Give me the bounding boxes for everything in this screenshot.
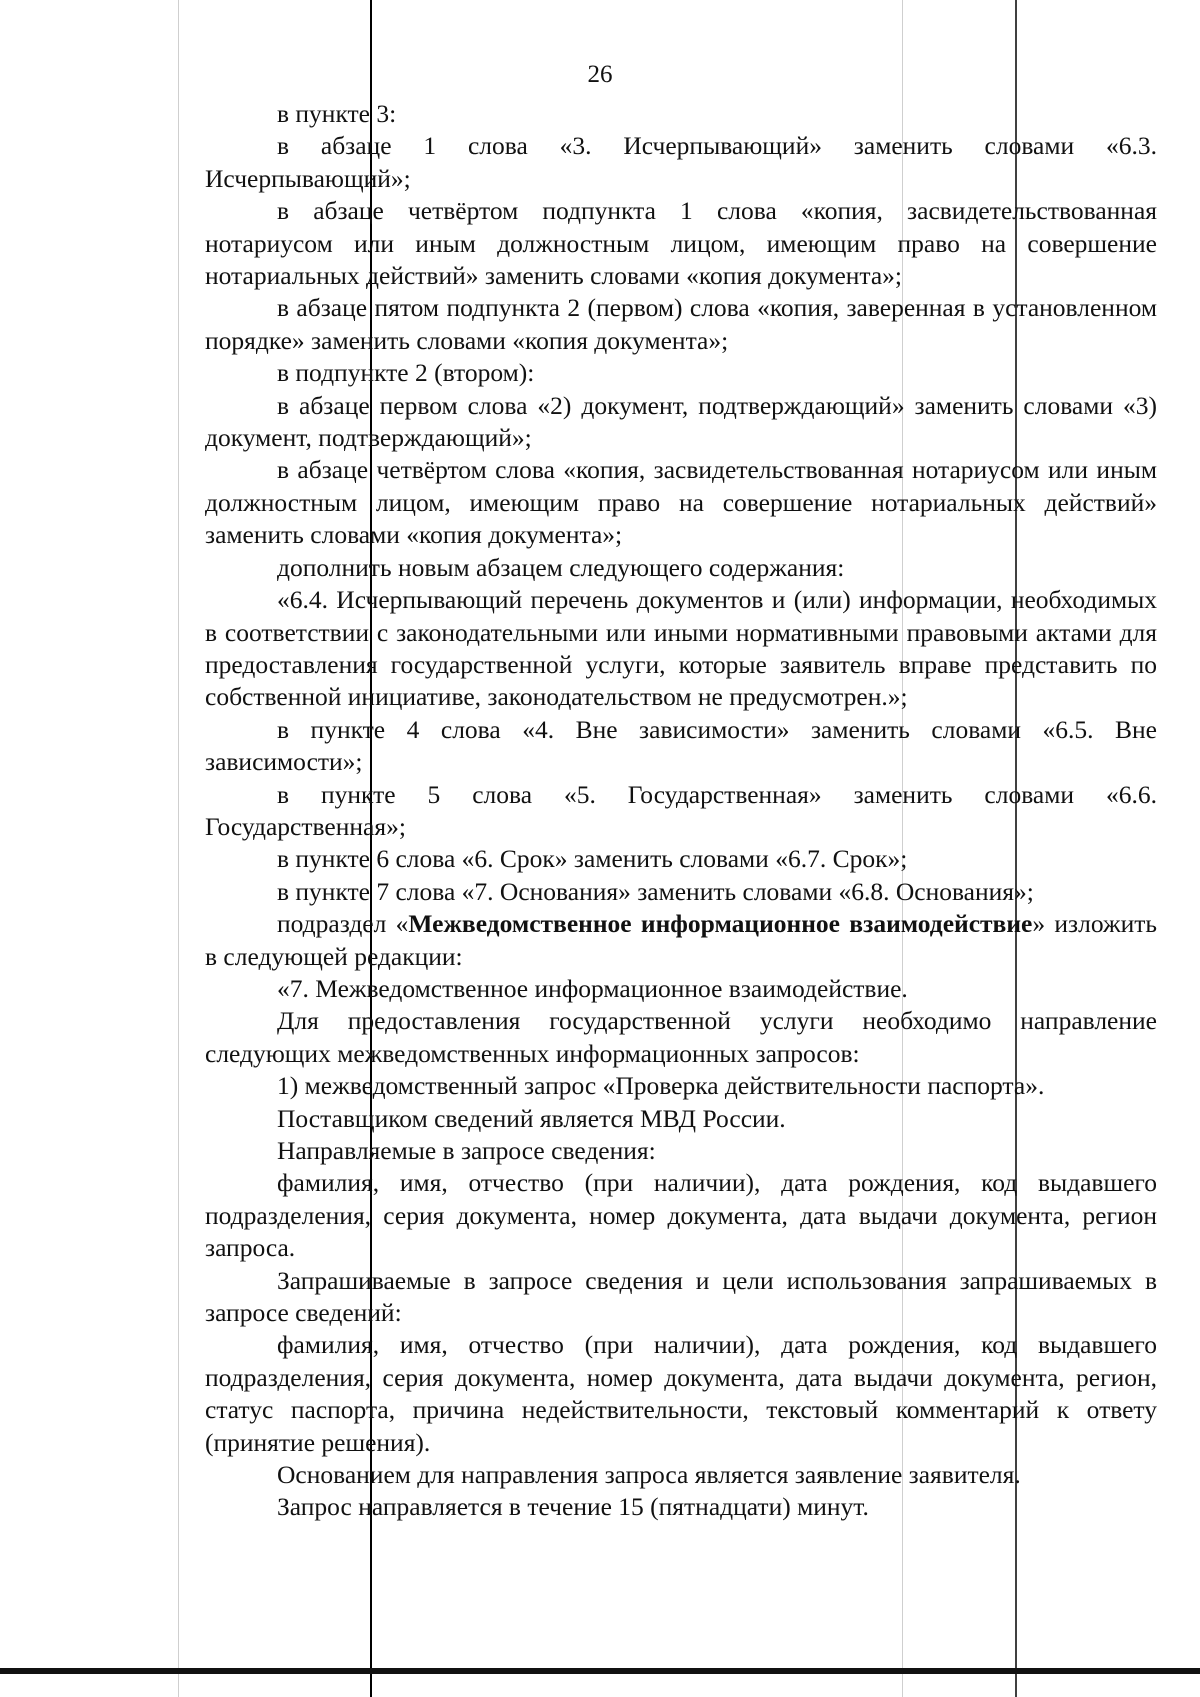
paragraph: «6.4. Исчерпывающий перечень документов и (или) информации, необходимых в соответствии с законодательными или иными нормативными правовыми актами для предоставления государственной услуги, которые заявитель вправе представить по собственной инициативе, законодательством не предусмотрен.»; <box>205 585 1157 712</box>
paragraph: Поставщиком сведений является МВД России. <box>277 1103 786 1133</box>
paragraph: в абзаце 1 слова «3. Исчерпывающий» заменить словами «6.3. Исчерпывающий»; <box>205 131 1157 193</box>
subsection-paragraph <box>205 908 1157 973</box>
subsection-prefix: подраздел « <box>277 909 409 939</box>
paragraph: «7. Межведомственное информационное взаимодействие. <box>277 973 908 1003</box>
paragraph: в пункте 4 слова «4. Вне зависимости» заменить словами «6.5. Вне зависимости»; <box>205 714 1157 777</box>
paragraph: в абзаце пятом подпункта 2 (первом) слова «копия, заверенная в установленном порядке» заменить словами «копия документа»; <box>205 293 1157 355</box>
paragraph: в абзаце четвёртом подпункта 1 слова «копия, засвидетельствованная нотариусом или иным должностным лицом, имеющим право на совершение нотариальных действий» заменить словами «копия документа»; <box>205 196 1157 291</box>
paragraph: Основанием для направления запроса является заявление заявителя. <box>277 1460 1021 1490</box>
subsection-suffix: » изложить в следующей редакции: <box>205 909 1157 971</box>
paragraph: фамилия, имя, отчество (при наличии), дата рождения, код выдавшего подразделения, серия документа, номер документа, дата выдачи документа, регион, статус паспорта, причина недействительности, текстовый комментарий к ответу (принятие решения). <box>205 1330 1157 1457</box>
paragraph: в подпункте 2 (втором): <box>277 358 535 388</box>
document-body <box>205 98 1157 1524</box>
paragraph: в пункте 3: <box>277 99 397 128</box>
paragraph: в абзаце первом слова «2) документ, подтверждающий» заменить словами «3) документ, подтверждающий»; <box>205 390 1157 453</box>
page-number: 26 <box>587 61 613 88</box>
paragraph: дополнить новым абзацем следующего содержания: <box>277 552 845 582</box>
paragraph: Для предоставления государственной услуги необходимо направление следующих межведомственных информационных запросов: <box>205 1006 1157 1068</box>
scan-bottom-edge <box>0 1668 1200 1674</box>
paragraph: в пункте 5 слова «5. Государственная» заменить словами «6.6. Государственная»; <box>205 779 1157 841</box>
paragraph: фамилия, имя, отчество (при наличии), дата рождения, код выдавшего подразделения, серия документа, номер документа, дата выдачи документа, регион запроса. <box>205 1168 1157 1263</box>
scan-artifact-line <box>178 0 179 1697</box>
paragraph: в абзаце четвёртом слова «копия, засвидетельствованная нотариусом или иным должностным лицом, имеющим право на совершение нотариальных действий» заменить словами «копия документа»; <box>205 455 1157 550</box>
paragraph: в пункте 6 слова «6. Срок» заменить словами «6.7. Срок»; <box>277 844 908 874</box>
paragraph: 1) межведомственный запрос «Проверка действительности паспорта». <box>277 1071 1045 1101</box>
subsection-title: Межведомственное информационное взаимодействие <box>408 909 1033 939</box>
paragraph: Запрашиваемые в запросе сведения и цели использования запрашиваемых в запросе сведений: <box>205 1265 1157 1328</box>
paragraph: Запрос направляется в течение 15 (пятнадцати) минут. <box>277 1492 869 1522</box>
paragraph: Направляемые в запросе сведения: <box>277 1136 656 1165</box>
paragraph: в пункте 7 слова «7. Основания» заменить словами «6.8. Основания»; <box>277 876 1034 906</box>
